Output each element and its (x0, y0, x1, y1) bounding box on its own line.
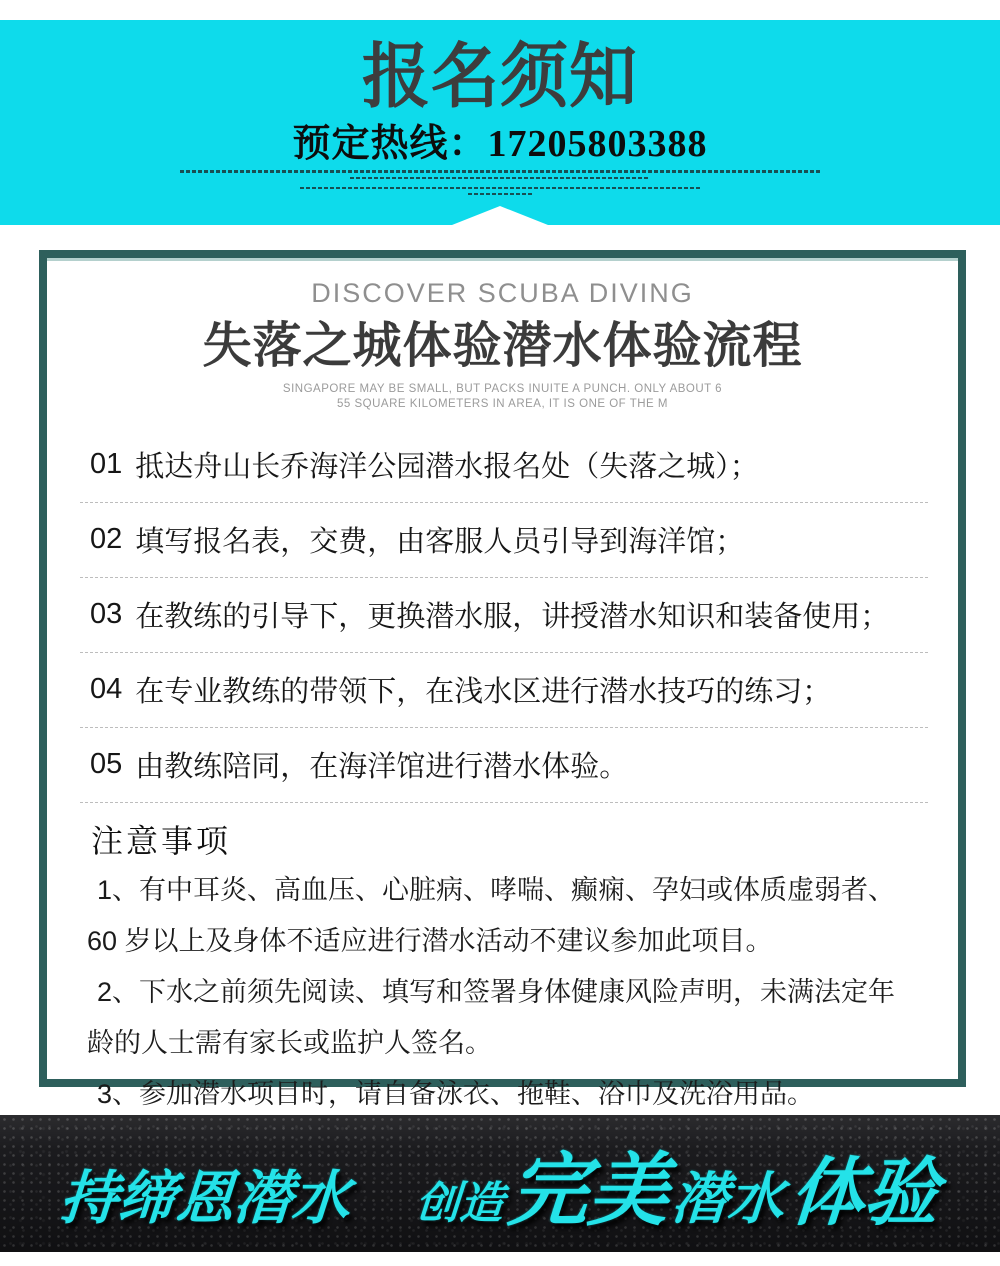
slogan-dive: 潜水 (669, 1167, 787, 1230)
steps-list (80, 428, 928, 803)
hotline (0, 124, 1000, 164)
triangle-notch (452, 206, 548, 225)
slogan-create: 创造 (413, 1179, 506, 1228)
subtitle-line-1: SINGAPORE MAY BE SMALL, BUT PACKS INUITE A PUNCH. ONLY ABOUT 6 (282, 383, 723, 395)
step-number: 02 (90, 523, 123, 555)
note-item-3: 3、参加潜水项目时，请自备泳衣、拖鞋、浴巾及洗浴用品。 (97, 1079, 815, 1109)
decorative-microtext-line (350, 177, 650, 179)
step-item-3 (80, 578, 928, 653)
decorative-microtext-line (180, 170, 820, 173)
step-text: 填写报名表，交费，由客服人员引导到海洋馆； (135, 526, 745, 558)
process-card (39, 250, 966, 1109)
eyebrow-text: DISCOVER SCUBA DIVING (311, 278, 694, 308)
step-text: 抵达舟山长乔海洋公园潜水报名处（失落之城）； (135, 451, 759, 483)
step-number: 04 (90, 673, 123, 705)
decorative-microtext-line (300, 187, 700, 189)
top-whitespace (0, 0, 1000, 20)
slogan-experience: 体验 (787, 1151, 942, 1234)
step-text: 在教练的引导下，更换潜水服，讲授潜水知识和装备使用； (135, 601, 890, 633)
slogan-perfect: 完美 (505, 1146, 672, 1235)
page-title: 报名须知 (361, 36, 638, 116)
notes-heading: 注意事项 (91, 823, 232, 859)
subtitle-line-2: 55 SQUARE KILOMETERS IN AREA, IT IS ONE OF THE M (337, 398, 668, 410)
step-text: 在专业教练的带领下，在浅水区进行潜水技巧的练习； (135, 676, 832, 708)
hero-banner (0, 20, 1000, 225)
footer-banner (0, 1115, 1000, 1252)
step-item-5 (80, 728, 928, 803)
note-item-1: 1、有中耳炎、高血压、心脏病、哮喘、癫痫、孕妇或体质虚弱者、60 岁以上及身体不适应进行潜水活动不建议参加此项目。 (87, 875, 896, 956)
step-item-1 (80, 428, 928, 503)
process-title: 失落之城体验潜水体验流程 (202, 319, 803, 373)
step-number: 01 (90, 448, 123, 480)
brand-name: 持缔恩潜水 (57, 1166, 353, 1231)
hotline-label: 预定热线： (292, 123, 488, 165)
footer-slogan (57, 1126, 943, 1241)
step-text: 由教练陪同，在海洋馆进行潜水体验。 (135, 751, 629, 783)
decorative-microtext-line (468, 193, 532, 195)
note-item-2: 2、下水之前须先阅读、填写和签署身体健康风险声明，未满法定年龄的人士需有家长或监护人签名。 (87, 977, 896, 1058)
step-number: 05 (90, 748, 123, 780)
decorative-microtext (0, 170, 1000, 195)
hotline-number: 17205803388 (487, 123, 708, 165)
step-item-2 (80, 503, 928, 578)
step-number: 03 (90, 598, 123, 630)
step-item-4 (80, 653, 928, 728)
